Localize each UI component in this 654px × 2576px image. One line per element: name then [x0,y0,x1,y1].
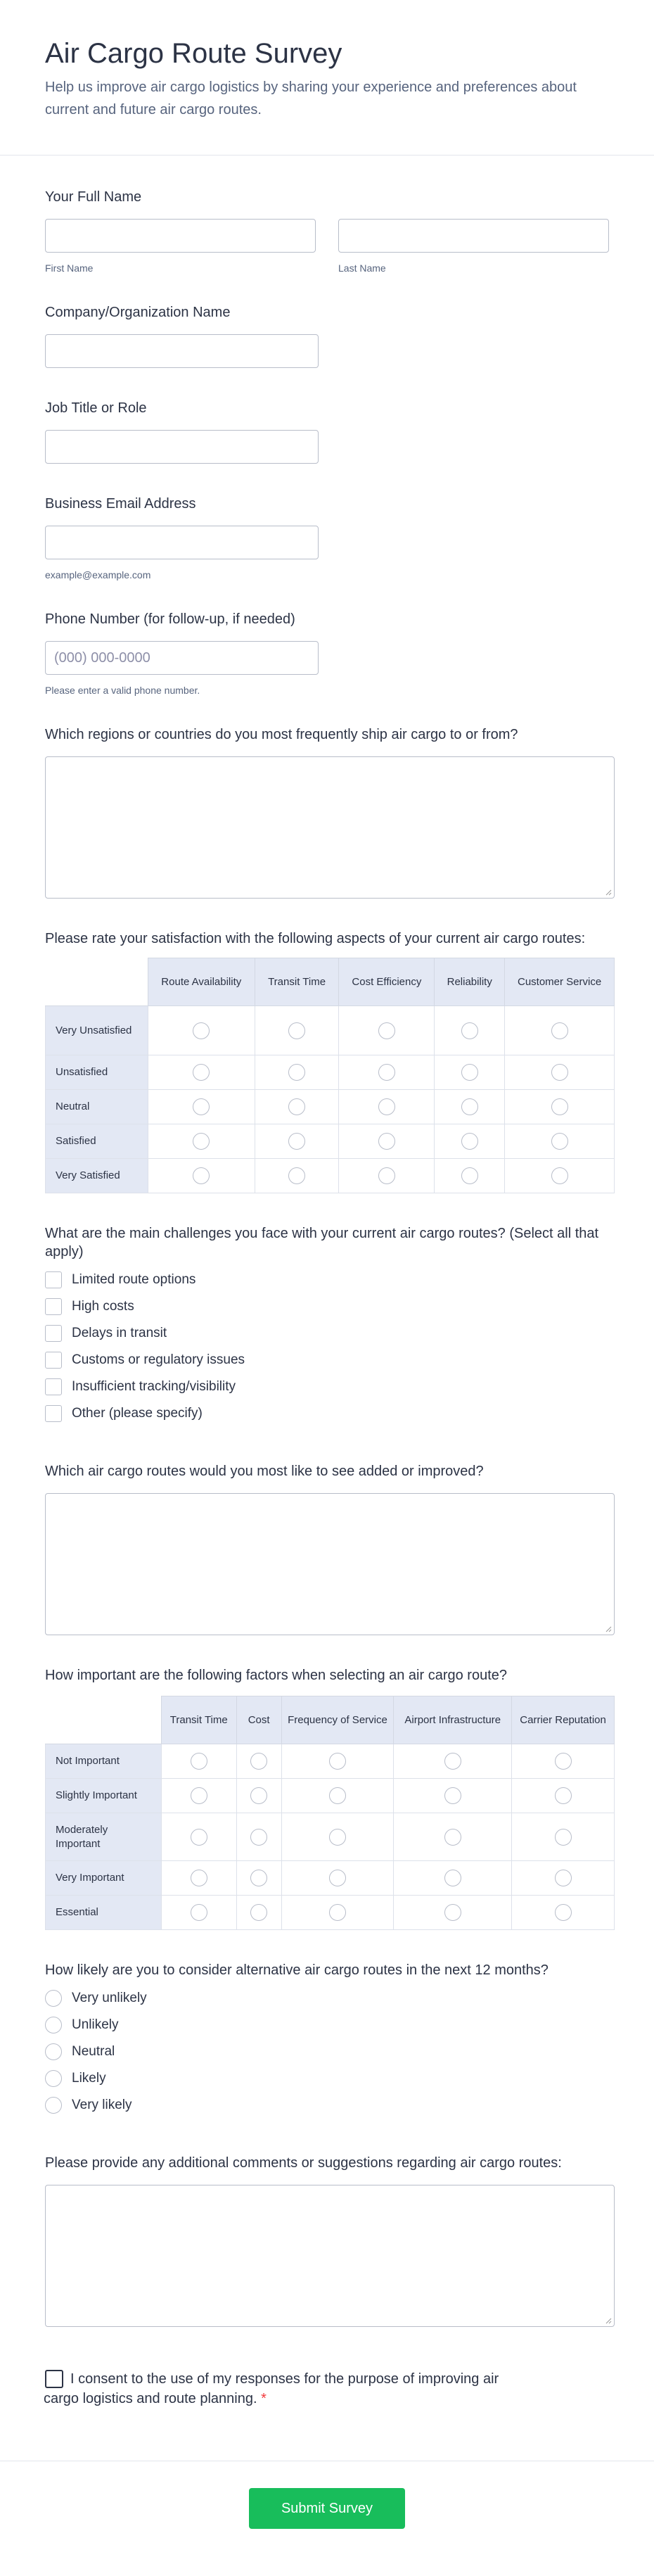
challenge-option[interactable] [45,1347,609,1373]
phone-label: Phone Number (for follow-up, if needed) [45,611,295,627]
matrix-cell [435,1090,505,1124]
company-input[interactable] [45,334,319,368]
matrix-radio[interactable] [193,1022,210,1039]
matrix-radio[interactable] [288,1167,305,1184]
full-name-label: Your Full Name [45,189,142,205]
challenges-options [45,1267,609,1427]
phone-field [45,610,609,696]
radio-button[interactable] [45,2017,62,2033]
matrix-cell [339,1006,435,1055]
option-label: Delays in transit [72,1326,167,1340]
matrix-corner [46,958,148,1006]
matrix-radio[interactable] [444,1829,461,1846]
matrix-radio[interactable] [250,1829,267,1846]
likelihood-label: How likely are you to consider alternative air cargo routes in the next 12 months? [45,1962,549,1978]
matrix-cell [236,1813,281,1861]
resize-handle-icon[interactable] [605,2317,612,2324]
matrix-cell [236,1861,281,1896]
matrix-radio[interactable] [288,1133,305,1150]
matrix-cell [505,1006,615,1055]
radio-button[interactable] [45,2043,62,2060]
resize-handle-icon[interactable] [605,1625,612,1632]
matrix-radio[interactable] [551,1098,568,1115]
matrix-radio[interactable] [250,1870,267,1886]
required-mark: * [261,2391,267,2406]
matrix-cell [281,1813,394,1861]
matrix-radio[interactable] [461,1133,478,1150]
challenge-option[interactable] [45,1400,609,1427]
matrix-cell [435,1159,505,1193]
matrix-radio[interactable] [378,1167,395,1184]
likelihood-field [45,1961,609,2119]
likelihood-options [45,1985,609,2119]
matrix-cell [394,1779,512,1813]
importance-field [45,1666,609,1930]
matrix-radio[interactable] [250,1904,267,1921]
matrix-row-label: Slightly Important [46,1779,162,1813]
matrix-row-label: Neutral [46,1090,148,1124]
matrix-cell [161,1861,236,1896]
matrix-cell [512,1744,615,1779]
comments-textarea[interactable] [45,2185,615,2327]
matrix-cell [281,1779,394,1813]
job-title-label: Job Title or Role [45,400,147,416]
routes-label: Which air cargo routes would you most like to see added or improved? [45,1464,484,1479]
matrix-row [46,1055,615,1090]
job-title-field [45,399,609,464]
matrix-row-label: Not Important [46,1744,162,1779]
option-label: Likely [72,2071,106,2086]
matrix-cell [255,1006,339,1055]
matrix-radio[interactable] [551,1022,568,1039]
consent-field [45,2369,609,2409]
regions-label: Which regions or countries do you most frequently ship air cargo to or from? [45,727,518,742]
matrix-radio[interactable] [288,1098,305,1115]
radio-button[interactable] [45,1990,62,2007]
matrix-radio[interactable] [378,1133,395,1150]
matrix-cell [255,1159,339,1193]
matrix-radio[interactable] [193,1064,210,1081]
form-description: Help us improve air cargo logistics by sharing your experience and preferences about current and future air cargo routes. [45,80,577,118]
matrix-radio[interactable] [555,1753,572,1770]
matrix-cell [161,1813,236,1861]
consent-label: I consent to the use of my responses for the purpose of improving air cargo logistics and route planning. [44,2371,499,2406]
comments-label: Please provide any additional comments or suggestions regarding air cargo routes: [45,2155,562,2171]
matrix-radio[interactable] [191,1829,207,1846]
email-label: Business Email Address [45,496,196,512]
option-label: Unlikely [72,2017,119,2032]
matrix-cell [281,1744,394,1779]
matrix-radio[interactable] [329,1787,346,1804]
radio-button[interactable] [45,2070,62,2087]
matrix-radio[interactable] [191,1870,207,1886]
matrix-cell [148,1006,255,1055]
matrix-column-header: Reliability [435,958,505,1006]
checkbox[interactable] [45,1271,62,1288]
matrix-cell [236,1896,281,1930]
option-label: Insufficient tracking/visibility [72,1379,236,1394]
matrix-radio[interactable] [555,1829,572,1846]
challenge-option[interactable] [45,1373,609,1400]
matrix-cell [161,1896,236,1930]
matrix-row-label: Very Unsatisfied [46,1006,148,1055]
matrix-radio[interactable] [461,1167,478,1184]
last-name-input[interactable] [338,219,609,253]
challenge-option[interactable] [45,1293,609,1320]
importance-matrix [45,1696,615,1930]
form-footer [0,2461,654,2566]
matrix-cell [148,1090,255,1124]
matrix-radio[interactable] [191,1904,207,1921]
routes-field [45,1462,609,1635]
matrix-row [46,1744,615,1779]
matrix-radio[interactable] [329,1753,346,1770]
matrix-cell [394,1861,512,1896]
email-sublabel: example@example.com [45,569,151,580]
matrix-cell [512,1779,615,1813]
matrix-radio[interactable] [551,1064,568,1081]
last-name-sublabel: Last Name [338,262,386,274]
likelihood-option[interactable] [45,2012,609,2038]
email-field [45,495,609,580]
matrix-cell [255,1090,339,1124]
matrix-cell [512,1813,615,1861]
matrix-row [46,1159,615,1193]
likelihood-option[interactable] [45,2092,609,2119]
matrix-radio[interactable] [555,1904,572,1921]
matrix-radio[interactable] [378,1064,395,1081]
form-header [0,0,654,156]
job-title-input[interactable] [45,430,319,464]
resize-handle-icon[interactable] [605,889,612,896]
company-field [45,303,609,368]
matrix-cell [505,1055,615,1090]
matrix-radio[interactable] [329,1870,346,1886]
satisfaction-label: Please rate your satisfaction with the following aspects of your current air cargo routes: [45,931,586,946]
matrix-cell [161,1779,236,1813]
matrix-row [46,1896,615,1930]
matrix-cell [435,1055,505,1090]
matrix-radio[interactable] [461,1098,478,1115]
option-label: Neutral [72,2044,115,2059]
matrix-cell [255,1055,339,1090]
matrix-radio[interactable] [444,1787,461,1804]
survey-form [0,188,654,2409]
option-label: High costs [72,1299,134,1314]
checkbox[interactable] [45,1378,62,1395]
checkbox[interactable] [45,1298,62,1315]
matrix-cell [281,1896,394,1930]
matrix-column-header: Airport Infrastructure [394,1696,512,1744]
checkbox[interactable] [45,1352,62,1369]
phone-sublabel: Please enter a valid phone number. [45,685,200,696]
consent-text [44,2369,537,2409]
likelihood-option[interactable] [45,2038,609,2065]
regions-field [45,725,609,899]
matrix-radio[interactable] [193,1098,210,1115]
matrix-radio[interactable] [444,1904,461,1921]
matrix-cell [512,1896,615,1930]
option-label: Customs or regulatory issues [72,1352,245,1367]
email-input[interactable] [45,526,319,559]
matrix-column-header: Frequency of Service [281,1696,394,1744]
satisfaction-field [45,929,609,1193]
matrix-row [46,1124,615,1159]
option-label: Very unlikely [72,1991,147,2005]
option-label: Other (please specify) [72,1406,203,1421]
matrix-radio[interactable] [191,1787,207,1804]
matrix-column-header: Carrier Reputation [512,1696,615,1744]
matrix-cell [505,1124,615,1159]
matrix-row [46,1861,615,1896]
matrix-radio[interactable] [329,1904,346,1921]
option-label: Very likely [72,2098,132,2112]
form-title: Air Cargo Route Survey [45,38,342,69]
matrix-radio[interactable] [193,1167,210,1184]
company-label: Company/Organization Name [45,305,231,320]
matrix-row [46,1779,615,1813]
matrix-column-header: Transit Time [255,958,339,1006]
matrix-radio[interactable] [555,1870,572,1886]
first-name-sublabel: First Name [45,262,94,274]
matrix-column-header: Route Availability [148,958,255,1006]
matrix-cell [339,1055,435,1090]
matrix-column-header: Customer Service [505,958,615,1006]
regions-textarea[interactable] [45,756,615,899]
radio-button[interactable] [45,2097,62,2114]
matrix-radio[interactable] [378,1022,395,1039]
matrix-cell [281,1861,394,1896]
likelihood-option[interactable] [45,1985,609,2012]
option-label: Limited route options [72,1272,196,1287]
matrix-cell [339,1124,435,1159]
challenge-option[interactable] [45,1320,609,1347]
first-name-input[interactable] [45,219,316,253]
checkbox[interactable] [45,1405,62,1422]
matrix-cell [236,1744,281,1779]
matrix-row-label: Very Satisfied [46,1159,148,1193]
checkbox[interactable] [45,1325,62,1342]
challenge-option[interactable] [45,1267,609,1293]
matrix-cell [148,1159,255,1193]
matrix-radio[interactable] [378,1098,395,1115]
matrix-radio[interactable] [191,1753,207,1770]
matrix-radio[interactable] [461,1022,478,1039]
matrix-cell [394,1813,512,1861]
likelihood-option[interactable] [45,2065,609,2092]
matrix-cell [394,1744,512,1779]
importance-label: How important are the following factors when selecting an air cargo route? [45,1668,508,1683]
challenges-field [45,1224,609,1427]
matrix-radio[interactable] [551,1167,568,1184]
matrix-radio[interactable] [288,1064,305,1081]
matrix-cell [394,1896,512,1930]
matrix-radio[interactable] [288,1022,305,1039]
matrix-radio[interactable] [444,1870,461,1886]
matrix-radio[interactable] [329,1829,346,1846]
matrix-cell [512,1861,615,1896]
matrix-row-label: Unsatisfied [46,1055,148,1090]
matrix-corner [46,1696,162,1744]
matrix-row [46,1090,615,1124]
matrix-cell [148,1055,255,1090]
matrix-row-label: Very Important [46,1861,162,1896]
matrix-radio[interactable] [555,1787,572,1804]
matrix-column-header: Cost Efficiency [339,958,435,1006]
matrix-row [46,1813,615,1861]
matrix-cell [148,1124,255,1159]
matrix-cell [505,1159,615,1193]
matrix-row-label: Essential [46,1896,162,1930]
matrix-row-label: Satisfied [46,1124,148,1159]
comments-field [45,2154,609,2327]
matrix-cell [161,1744,236,1779]
matrix-cell [255,1124,339,1159]
matrix-radio[interactable] [551,1133,568,1150]
satisfaction-matrix [45,958,615,1193]
matrix-cell [505,1090,615,1124]
matrix-row-label: Moderately Important [46,1813,162,1861]
full-name-field [45,188,609,274]
matrix-radio[interactable] [461,1064,478,1081]
matrix-cell [435,1006,505,1055]
matrix-cell [435,1124,505,1159]
matrix-radio[interactable] [193,1133,210,1150]
matrix-radio[interactable] [444,1753,461,1770]
submit-button[interactable]: Submit Survey [249,2488,405,2529]
matrix-radio[interactable] [250,1753,267,1770]
matrix-cell [339,1159,435,1193]
phone-input[interactable]: (000) 000-0000 [45,641,319,675]
matrix-radio[interactable] [250,1787,267,1804]
matrix-column-header: Cost [236,1696,281,1744]
matrix-cell [339,1090,435,1124]
challenges-label: What are the main challenges you face with your current air cargo routes? (Select all that apply) [45,1226,599,1260]
matrix-row [46,1006,615,1055]
matrix-column-header: Transit Time [161,1696,236,1744]
matrix-cell [236,1779,281,1813]
routes-textarea[interactable] [45,1493,615,1635]
